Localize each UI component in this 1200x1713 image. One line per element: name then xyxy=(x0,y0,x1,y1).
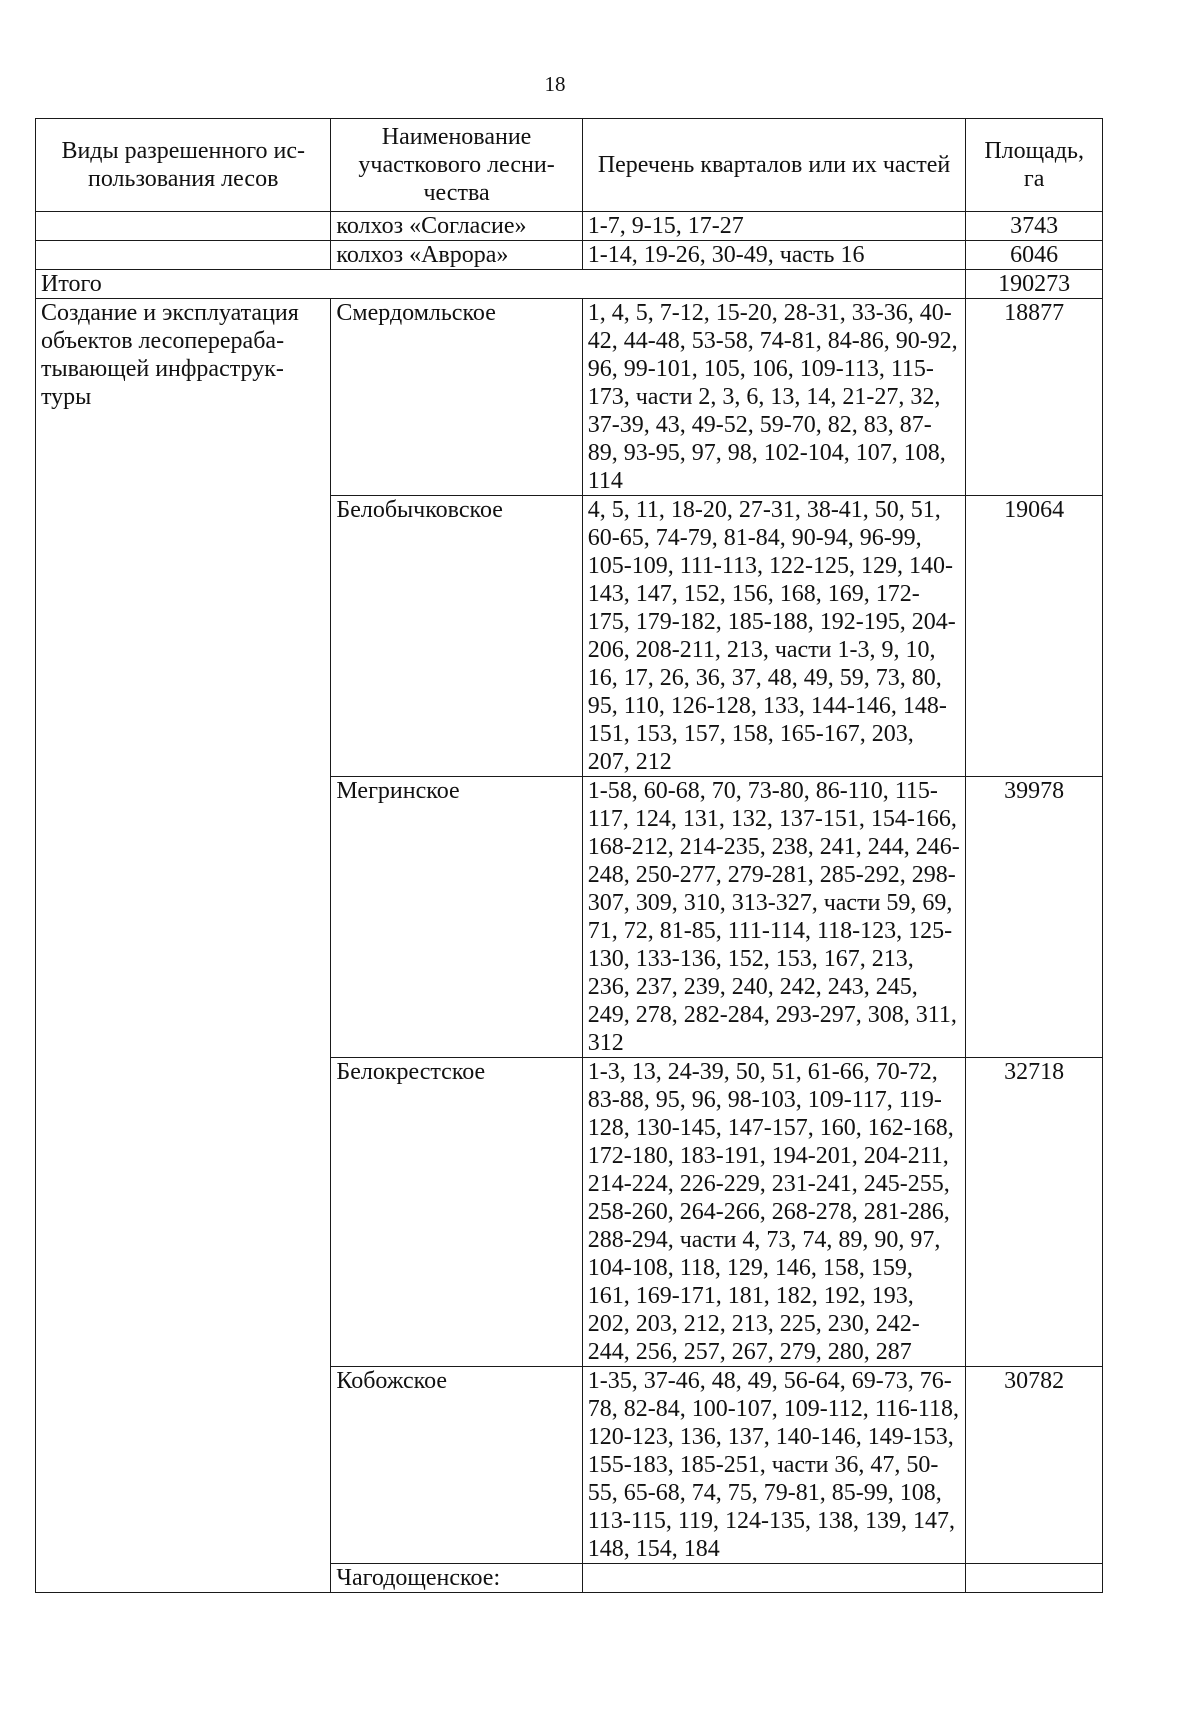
table-row xyxy=(36,212,1103,241)
forestry-name: Смердомльское xyxy=(331,299,582,496)
forestry-name: Кобожское xyxy=(331,1367,582,1564)
quarters-list: 1-14, 19-26, 30-49, часть 16 xyxy=(582,241,966,270)
usage-type-cell: Создание и эксплуатация объектов лесоперераба-тывающей инфраструк-туры xyxy=(36,299,331,1593)
forestry-name: Чагодощенское: xyxy=(331,1564,582,1593)
header-forestry: Наименование участкового лесни-чества xyxy=(331,119,582,212)
quarters-list: 1-35, 37-46, 48, 49, 56-64, 69-73, 76-78, 82-84, 100-107, 109-112, 116-118, 120-123, 136, 137, 140-146, 149-153, 155-183, 185-251, части 36, 47, 50-55, 65-68, 74, 75, 79-81, 85-99, 108, 113-115, 119, 124-135, 138, 139, 147, 148, 154, 184 xyxy=(582,1367,966,1564)
area-value: 6046 xyxy=(966,241,1103,270)
area-value: 39978 xyxy=(966,777,1103,1058)
header-area: Площадь, га xyxy=(966,119,1103,212)
forest-usage-table xyxy=(35,118,1103,1593)
quarters-list: 1-58, 60-68, 70, 73-80, 86-110, 115-117, 124, 131, 132, 137-151, 154-166, 168-212, 214-235, 238, 241, 244, 246-248, 250-277, 279-281, 285-292, 298-307, 309, 310, 313-327, части 59, 69, 71, 72, 81-85, 111-114, 118-123, 125-130, 133-136, 152, 153, 167, 213, 236, 237, 239, 240, 242, 243, 245, 249, 278, 282-284, 293-297, 308, 311, 312 xyxy=(582,777,966,1058)
forestry-name: Мегринское xyxy=(331,777,582,1058)
total-area: 190273 xyxy=(966,270,1103,299)
area-value: 18877 xyxy=(966,299,1103,496)
quarters-list: 1, 4, 5, 7-12, 15-20, 28-31, 33-36, 40-42, 44-48, 53-58, 74-81, 84-86, 90-92, 96, 99-101, 105, 106, 109-113, 115-173, части 2, 3, 6, 13, 14, 21-27, 32, 37-39, 43, 49-52, 59-70, 82, 83, 87-89, 93-95, 97, 98, 102-104, 107, 108, 114 xyxy=(582,299,966,496)
header-usage-type: Виды разрешенного ис-пользования лесов xyxy=(36,119,331,212)
quarters-list: 1-7, 9-15, 17-27 xyxy=(582,212,966,241)
total-row xyxy=(36,270,1103,299)
forestry-name: колхоз «Аврора» xyxy=(331,241,582,270)
table-row xyxy=(36,299,1103,496)
forestry-name: колхоз «Согласие» xyxy=(331,212,582,241)
total-label: Итого xyxy=(36,270,966,299)
forestry-name: Белокрестское xyxy=(331,1058,582,1367)
page-number: 18 xyxy=(544,72,566,96)
forestry-name: Белобычковское xyxy=(331,496,582,777)
table-row xyxy=(36,241,1103,270)
usage-type-cell-empty xyxy=(36,212,331,241)
area-value: 19064 xyxy=(966,496,1103,777)
quarters-list xyxy=(582,1564,966,1593)
quarters-list: 4, 5, 11, 18-20, 27-31, 38-41, 50, 51, 60-65, 74-79, 81-84, 90-94, 96-99, 105-109, 111-113, 122-125, 129, 140-143, 147, 152, 156, 168, 169, 172-175, 179-182, 185-188, 192-195, 204-206, 208-211, 213, части 1-3, 9, 10, 16, 17, 26, 36, 37, 48, 49, 59, 73, 80, 95, 110, 126-128, 133, 144-146, 148-151, 153, 157, 158, 165-167, 203, 207, 212 xyxy=(582,496,966,777)
area-value: 3743 xyxy=(966,212,1103,241)
usage-type-cell-empty xyxy=(36,241,331,270)
area-value: 32718 xyxy=(966,1058,1103,1367)
header-quarters: Перечень кварталов или их частей xyxy=(582,119,966,212)
area-value xyxy=(966,1564,1103,1593)
table-header-row xyxy=(36,119,1103,212)
area-value: 30782 xyxy=(966,1367,1103,1564)
quarters-list: 1-3, 13, 24-39, 50, 51, 61-66, 70-72, 83-88, 95, 96, 98-103, 109-117, 119-128, 130-145, 147-157, 160, 162-168, 172-180, 183-191, 194-201, 204-211, 214-224, 226-229, 231-241, 245-255, 258-260, 264-266, 268-278, 281-286, 288-294, части 4, 73, 74, 89, 90, 97, 104-108, 118, 129, 146, 158, 159, 161, 169-171, 181, 182, 192, 193, 202, 203, 212, 213, 225, 230, 242-244, 256, 257, 267, 279, 280, 287 xyxy=(582,1058,966,1367)
